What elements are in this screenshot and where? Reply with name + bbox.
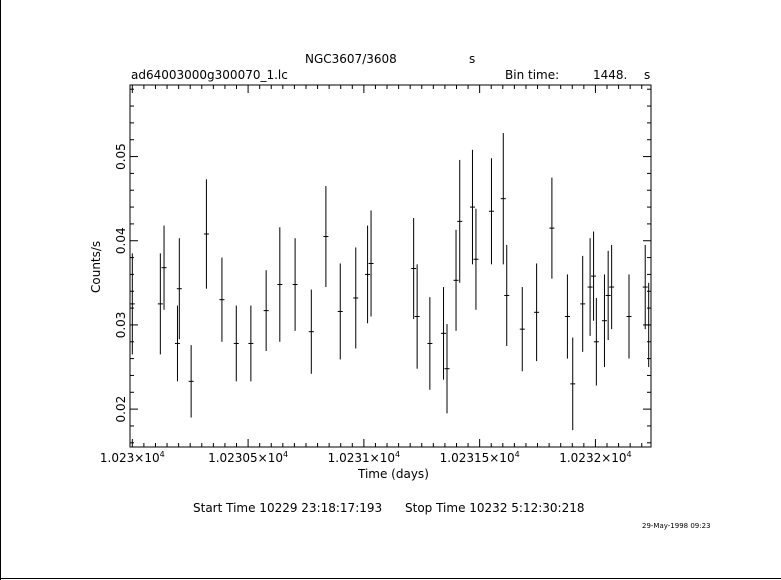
data-point [565,274,570,358]
stop-time: Stop Time 10232 5:12:30:218 [405,501,585,515]
data-point [369,210,374,316]
data-point [427,297,432,390]
data-point [234,306,239,382]
bin-time-label: Bin time: [505,68,560,82]
data-point [489,158,494,264]
y-tick-label: 0.05 [114,143,128,170]
data-points [130,133,651,430]
filename-label: ad64003000g300070_1.lc [131,68,288,82]
data-point [602,274,607,367]
y-tick-labels [114,143,128,422]
y-axis-label: Counts/s [89,240,103,293]
plot-title: NGC3607/3608 [305,52,397,66]
x-tick-label: $1.02305\times 10^4$ [208,450,289,465]
data-point [646,283,651,367]
data-point [643,245,648,329]
date-stamp: 29-May-1998 09:23 [642,522,711,530]
data-point [158,253,163,354]
title-unit: s [469,52,476,66]
data-point [365,226,370,324]
data-point [504,245,509,346]
data-point [189,345,194,417]
data-point [338,263,343,359]
data-point [627,274,632,358]
data-point [457,160,462,283]
data-point [473,209,478,310]
data-point [470,150,475,264]
data-point [606,251,611,340]
data-point [594,298,599,386]
bin-time-unit: s [644,68,651,82]
data-point [454,230,459,331]
data-point [534,263,539,361]
data-point [520,287,525,371]
y-tick-label: 0.03 [114,311,128,339]
start-time: Start Time 10229 23:18:17:193 [193,501,383,515]
y-tick-label: 0.02 [114,395,128,423]
data-point [277,227,282,341]
data-point [219,258,224,342]
data-point [248,306,253,382]
data-point [549,178,554,279]
bin-time-value: 1448. [593,68,628,82]
data-point [204,179,209,288]
data-point [591,231,596,320]
data-point [353,247,358,348]
data-point [501,133,506,264]
x-tick-label: $1.023\times 10^4$ [99,450,165,465]
data-point [309,290,314,374]
data-point [588,238,593,336]
x-axis-label: Time (days) [358,467,429,481]
data-point [441,287,446,380]
data-point [130,253,135,354]
x-tick-labels [100,450,632,465]
y-tick-label: 0.04 [114,227,128,255]
data-point [323,186,328,287]
data-point [580,256,585,352]
data-point [444,324,449,413]
data-point [411,218,416,319]
data-point [293,238,298,331]
data-point [162,226,167,310]
data-point [570,338,575,431]
data-point [609,245,614,329]
x-tick-label: $1.0231\times 10^4$ [327,450,401,465]
data-point [415,264,420,368]
x-tick-label: $1.02315\times 10^4$ [439,450,520,465]
x-tick-label: $1.0232\times 10^4$ [559,450,632,465]
data-point [264,270,269,351]
